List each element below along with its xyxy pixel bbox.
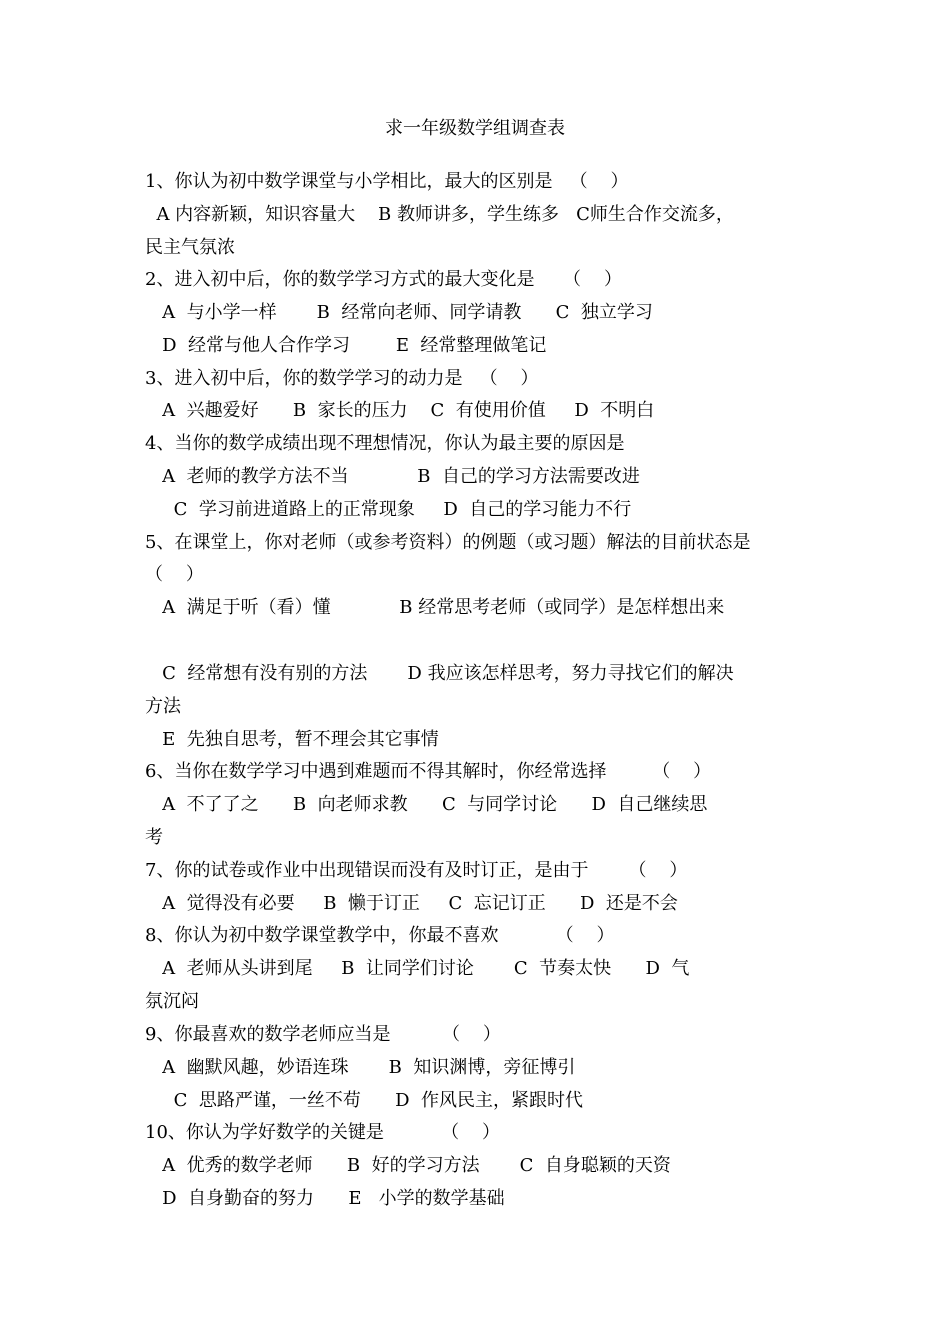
q5-options-2-cont: 方法 (145, 696, 181, 717)
q1-options-cont: 民主气氛浓 (145, 237, 235, 258)
q6-options: A 不了了之 B 向老师求教 C 与同学讨论 D 自己继续思 (145, 794, 708, 815)
q1-options: A 内容新颖，知识容量大 B 教师讲多，学生练多 C师生合作交流多， (145, 204, 734, 225)
q5-options-3: E 先独自思考，暂不理会其它事情 (145, 729, 439, 750)
q9-stem: 9、你最喜欢的数学老师应当是 （ ） (145, 1024, 501, 1045)
q5-stem-cont: （ ） (145, 564, 204, 585)
q9-options-1: A 幽默风趣，妙语连珠 B 知识渊博，旁征博引 (145, 1057, 576, 1078)
q10-stem: 10、你认为学好数学的关键是 （ ） (145, 1122, 501, 1143)
q9-options-2: C 思路严谨，一丝不苟 D 作风民主，紧跟时代 (145, 1090, 584, 1111)
q6-stem: 6、当你在数学学习中遇到难题而不得其解时，你经常选择 （ ） (145, 761, 712, 782)
q8-options: A 老师从头讲到尾 B 让同学们讨论 C 节奏太快 D 气 (145, 958, 690, 979)
q10-options-1: A 优秀的数学老师 B 好的学习方法 C 自身聪颖的天资 (145, 1155, 671, 1176)
q5-stem: 5、在课堂上，你对老师（或参考资料）的例题（或习题）解法的目前状态是 (145, 532, 751, 553)
document-title: 求一年级数学组调查表 (385, 118, 565, 139)
q8-options-cont: 氛沉闷 (145, 991, 199, 1012)
q7-options: A 觉得没有必要 B 懒于订正 C 忘记订正 D 还是不会 (145, 893, 678, 914)
q4-stem: 4、当你的数学成绩出现不理想情况，你认为最主要的原因是 (145, 433, 625, 454)
q3-stem: 3、进入初中后，你的数学学习的动力是 （ ） (145, 368, 539, 389)
q4-options-2: C 学习前进道路上的正常现象 D 自己的学习能力不行 (145, 499, 632, 520)
q5-options-2: C 经常想有没有别的方法 D 我应该怎样思考，努力寻找它们的解决 (145, 663, 734, 684)
q2-stem: 2、进入初中后，你的数学学习方式的最大变化是 （ ） (145, 269, 622, 290)
q7-stem: 7、你的试卷或作业中出现错误而没有及时订正，是由于 （ ） (145, 860, 688, 881)
q3-options: A 兴趣爱好 B 家长的压力 C 有使用价值 D 不明白 (145, 400, 655, 421)
q2-options-2: D 经常与他人合作学习 E 经常整理做笔记 (145, 335, 547, 356)
q5-options-1: A 满足于听（看）懂 B 经常思考老师（或同学）是怎样想出来 (145, 597, 725, 618)
q2-options-1: A 与小学一样 B 经常向老师、同学请教 C 独立学习 (145, 302, 653, 323)
q4-options-1: A 老师的教学方法不当 B 自己的学习方法需要改进 (145, 466, 640, 487)
q6-options-cont: 考 (145, 827, 163, 848)
q8-stem: 8、你认为初中数学课堂教学中，你最不喜欢 （ ） (145, 925, 615, 946)
q10-options-2: D 自身勤奋的努力 E 小学的数学基础 (145, 1188, 505, 1209)
q1-stem: 1、你认为初中数学课堂与小学相比，最大的区别是 （ ） (145, 171, 629, 192)
